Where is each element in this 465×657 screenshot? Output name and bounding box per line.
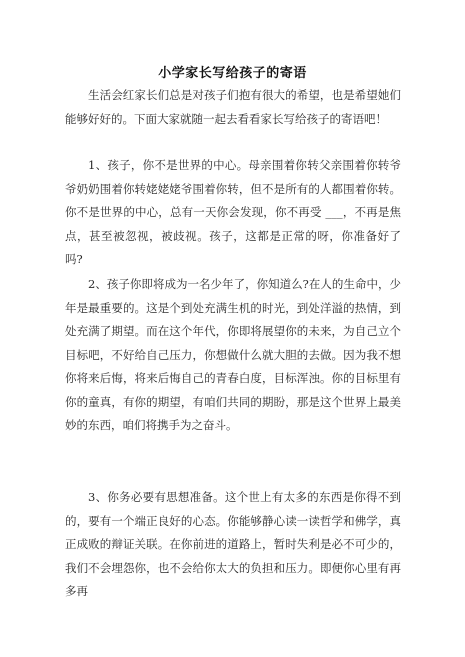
paragraph-2: 2、孩子你即将成为一名少年了，你知道么?在人的生命中，少年是最重要的。这是个到处充满生机的时光，到处洋溢的热情，到处充满了期望。而在这个年代，你即将展望你的未来，为自己立个目标吧，不好给自己压力，你想做什么就大胆的去做。因为我不想你将来后悔，将来后悔自己的青春白度，目标浑浊。你的目标里有你的童真，有你的期望，有咱们共同的期盼，那是这个世界上最美妙的东西，咱们将携手为之奋斗。 [65,277,401,432]
intro-paragraph: 生活会红家长们总是对孩子们抱有很大的希望，也是希望她们能够好好的。下面大家就随一起去看看家长写给孩子的寄语吧！ [65,88,401,126]
paragraph-1: 1、孩子，你不是世界的中心。母亲围着你转父亲围着你转爷爷奶奶围着你转姥姥姥爷围着你转，但不是所有的人都围着你转。你不是世界的中心，总有一天你会发现，你不再受 ___，不再是焦点，甚至被忽视，被歧视。孩子，这都是正常的呀，你准备好了吗? [65,158,401,266]
paragraph-3: 3、你务必要有思想准备。这个世上有太多的东西是你得不到的，要有一个端正良好的心态。你能够静心读一读哲学和佛学，真正成败的辩证关联。在你前进的道路上，暂时失利是必不可少的，我们不会埋怨你，也不会给你太大的负担和压力。即便你心里有再多再 [65,490,401,598]
document-title: 小学家长写给孩子的寄语 [158,66,307,81]
